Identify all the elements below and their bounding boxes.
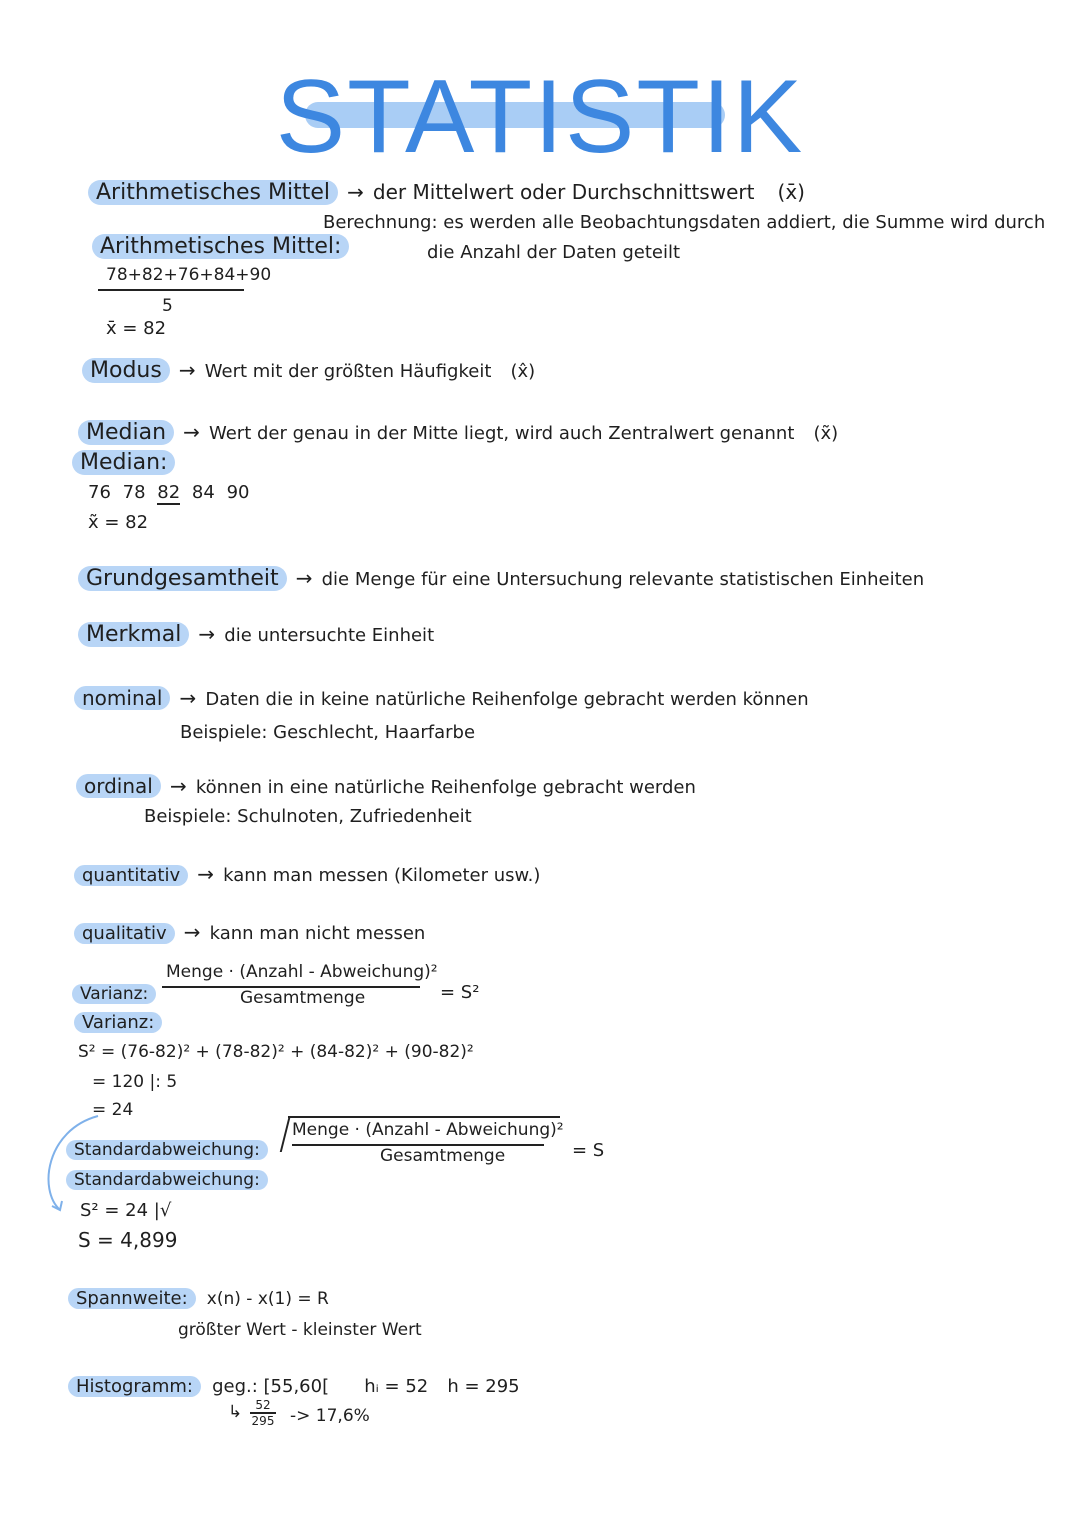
median-example-term-wrap — [72, 450, 175, 475]
qualitativ-def: kann man nicht messen — [209, 923, 426, 944]
arithmetic-calc-line2: die Anzahl der Daten geteilt — [427, 242, 681, 263]
arithmetic-result: x̄ = 82 — [106, 318, 167, 339]
standardabweichung-result: = S — [572, 1140, 605, 1161]
standardabweichung-numerator: Menge · (Anzahl - Abweichung)² — [292, 1120, 564, 1140]
arrow-icon: → — [183, 920, 201, 944]
sqrt-icon — [280, 1118, 290, 1152]
histogramm-calc-result: -> 17,6% — [290, 1406, 370, 1426]
ordinal-term: ordinal — [76, 774, 161, 798]
histogramm-hi: hᵢ = 52 — [364, 1376, 429, 1397]
arithmetic-denominator: 5 — [162, 296, 173, 316]
histogramm-calc-num: 52 — [250, 1398, 276, 1414]
ordinal-def: können in eine natürliche Reihenfolge gebracht werden — [195, 777, 696, 798]
median-def: Wert der genau in der Mitte liegt, wird auch Zentralwert genannt — [208, 423, 795, 444]
varianz-term: Varianz: — [72, 984, 156, 1004]
arrow-icon: → — [179, 686, 197, 710]
nominal-examples: Beispiele: Geschlecht, Haarfarbe — [180, 722, 476, 743]
arithmetic-example-term-wrap — [92, 234, 349, 259]
nominal-def: Daten die in keine natürliche Reihenfolge gebracht werden können — [205, 689, 809, 710]
spannweite-definition — [68, 1288, 329, 1309]
median-result: x̃ = 82 — [88, 512, 149, 533]
ordinal-examples: Beispiele: Schulnoten, Zufriedenheit — [144, 806, 472, 827]
nominal-term: nominal — [74, 686, 170, 710]
median-value: 90 — [226, 482, 250, 503]
fraction-line — [98, 289, 244, 291]
arithmetic-term: Arithmetisches Mittel — [88, 180, 338, 205]
varianz-result: = S² — [440, 982, 480, 1003]
arithmetic-def: der Mittelwert oder Durchschnittswert — [372, 180, 755, 204]
page-title: STATISTIK — [275, 59, 805, 175]
grundgesamtheit-term: Grundgesamtheit — [78, 566, 287, 591]
arithmetic-example-term: Arithmetisches Mittel: — [92, 234, 349, 259]
varianz-line3: = 24 — [92, 1100, 134, 1120]
arithmetic-symbol: (x̄) — [777, 180, 805, 204]
median-values — [88, 482, 249, 503]
standardabweichung-term: Standardabweichung: — [66, 1140, 268, 1160]
modus-def: Wert mit der größten Häufigkeit — [204, 361, 492, 382]
qualitativ-definition — [74, 920, 425, 944]
nominal-definition — [74, 686, 809, 710]
spannweite-desc: größter Wert - kleinster Wert — [178, 1320, 422, 1340]
varianz-line2: = 120 |: 5 — [92, 1072, 178, 1092]
standardabweichung-example-term: Standardabweichung: — [66, 1170, 268, 1190]
standardabweichung-term-wrap — [66, 1140, 268, 1160]
varianz-numerator: Menge · (Anzahl - Abweichung)² — [166, 962, 438, 982]
arrow-icon: → — [198, 622, 216, 646]
varianz-term-wrap — [72, 984, 156, 1004]
histogramm-calc-den: 295 — [251, 1414, 275, 1428]
median-example-term: Median: — [72, 450, 175, 475]
merkmal-def: die untersuchte Einheit — [224, 625, 435, 646]
histogramm-definition — [68, 1376, 520, 1397]
median-symbol: (x̃) — [813, 423, 839, 444]
arithmetic-definition — [88, 180, 805, 205]
modus-symbol: (x̂) — [510, 361, 536, 382]
arrow-icon: → — [178, 358, 196, 382]
median-value: 76 — [88, 482, 111, 503]
spannweite-term: Spannweite: — [68, 1288, 196, 1309]
standardabweichung-example-term-wrap — [66, 1170, 268, 1190]
arrow-icon: → — [295, 566, 313, 590]
quantitativ-definition — [74, 862, 540, 886]
modus-term: Modus — [82, 358, 170, 383]
arithmetic-calc-line1: Berechnung: es werden alle Beobachtungsdaten addiert, die Summe wird durch — [323, 212, 1046, 233]
histogramm-fraction — [250, 1398, 276, 1428]
varianz-denominator: Gesamtmenge — [240, 988, 366, 1008]
standardabweichung-denominator: Gesamtmenge — [380, 1146, 506, 1166]
grundgesamtheit-definition — [78, 566, 924, 591]
median-value: 84 — [191, 482, 215, 503]
varianz-example-term: Varianz: — [74, 1012, 162, 1033]
arithmetic-numerator: 78+82+76+84+90 — [106, 265, 272, 285]
histogramm-term: Histogramm: — [68, 1376, 201, 1397]
median-definition — [78, 420, 838, 445]
sqrt-bar — [288, 1116, 560, 1118]
quantitativ-def: kann man messen (Kilometer usw.) — [223, 865, 541, 886]
merkmal-definition — [78, 622, 434, 647]
varianz-example-term-wrap — [74, 1012, 162, 1033]
arrow-icon: → — [347, 180, 364, 204]
return-arrow-icon: ↳ — [228, 1402, 243, 1422]
standardabweichung-line1: S² = 24 |√ — [80, 1200, 172, 1221]
arrow-icon: → — [197, 862, 214, 886]
histogramm-given: geg.: [55,60[ — [212, 1376, 330, 1397]
qualitativ-term: qualitativ — [74, 923, 175, 944]
ordinal-definition — [76, 774, 696, 798]
median-value-middle: 82 — [157, 482, 181, 503]
arrow-icon: → — [169, 774, 187, 798]
spannweite-formula: x(n) - x(1) = R — [206, 1289, 329, 1309]
varianz-line1: S² = (76-82)² + (78-82)² + (84-82)² + (90-82)² — [78, 1042, 474, 1062]
modus-definition — [82, 358, 535, 383]
grundgesamtheit-def: die Menge für eine Untersuchung relevante statistischen Einheiten — [321, 569, 925, 590]
arrow-icon: → — [183, 420, 200, 444]
merkmal-term: Merkmal — [78, 622, 189, 647]
median-term: Median — [78, 420, 174, 445]
histogramm-h: h = 295 — [447, 1376, 520, 1397]
median-value: 78 — [122, 482, 146, 503]
quantitativ-term: quantitativ — [74, 865, 188, 886]
standardabweichung-line2: S = 4,899 — [78, 1228, 178, 1252]
